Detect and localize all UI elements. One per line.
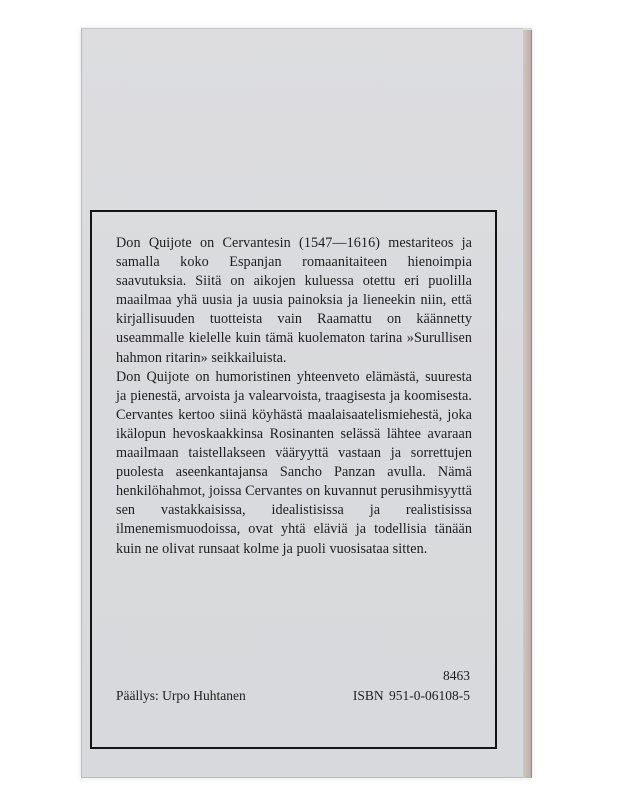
text-frame — [90, 210, 497, 749]
isbn: ISBN 951-0-06108-5 — [352, 688, 470, 703]
series-number: 8463 — [443, 668, 470, 683]
blurb-text — [116, 234, 472, 559]
cover-surface — [81, 28, 523, 778]
book-back-cover — [81, 28, 532, 778]
cover-credit: Päällys: Urpo Huhtanen — [116, 688, 246, 703]
spine-edge — [523, 30, 532, 778]
blurb-paragraph-2: Don Quijote on humoristinen yhteenveto elämästä, suuresta ja pienestä, arvoista ja valearvoista, traagisesta ja koomisesta. Cervantes kertoo siinä köyhästä maalaisaatelismiehestä, joka ikälopun hevoskaakkinsa Rosinanten selässä lähtee avaraan maailmaan taistellakseen vääryyttä vastaan ja sorrettujen puolesta aseenkantajansa Sancho Panzan avulla. Nämä henkilöhahmot, joissa Cervantes on kuvannut perusihmisyyttä sen vastakkaisissa, idealistisissa ja realistisissa ilmenemismuodoissa, ovat yhtä eläviä ja todellisia tänään kuin ne olivat runsaat kolme ja puoli vuosisataa sitten. — [116, 368, 473, 557]
blurb-paragraph-1: Don Quijote on Cervantesin (1547—1616) mestariteos ja samalla koko Espanjan romaanitaiteen hienoimpia saavutuksia. Siitä on aikojen kuluessa otettu eri puolilla maailmaa yhä uusia ja uusia painoksia ja lieneekin niin, että kirjallisuuden tuotteista vain Raamattu on käännetty useammalle kielelle kuin tämä kuolematon tarina »Surullisen hahmon ritarin» seikkailuista. — [116, 235, 472, 366]
